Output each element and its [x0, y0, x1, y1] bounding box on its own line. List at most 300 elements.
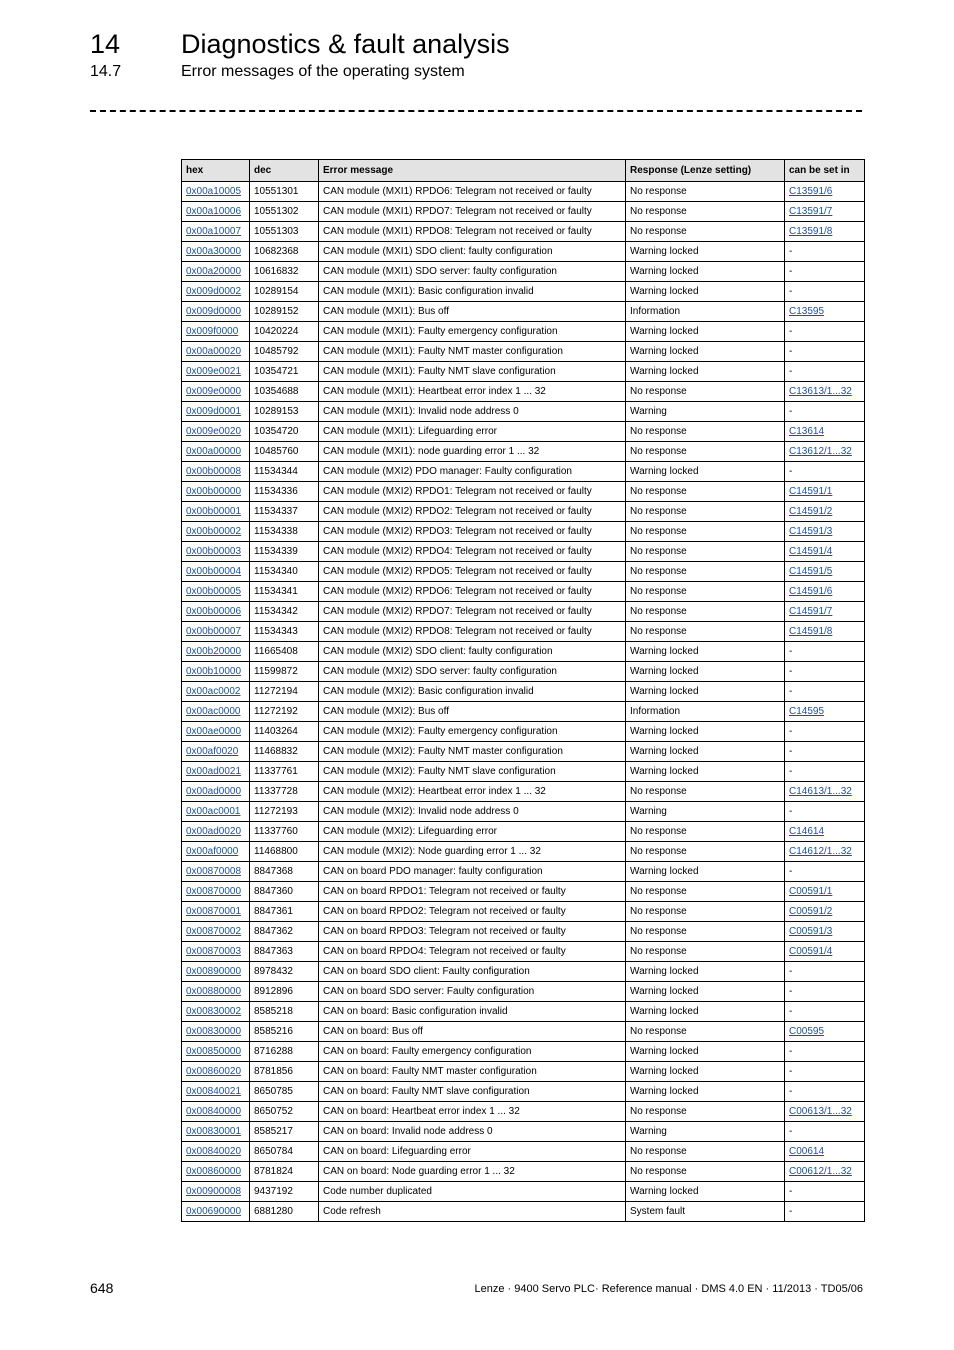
can-be-set-in-cell: [785, 642, 865, 662]
dec-code-cell: [250, 582, 319, 602]
response-text: Warning: [630, 1126, 667, 1137]
response-text: No response: [630, 626, 687, 637]
error-message-cell: [319, 522, 626, 542]
hex-code-link[interactable]: 0x00880000: [186, 986, 242, 997]
can-be-set-in-cell: [785, 282, 865, 302]
can-be-set-in-text: -: [789, 1046, 793, 1057]
dec-code-text: 10682368: [254, 246, 299, 257]
code-reference-link[interactable]: C13613/1...32: [789, 386, 852, 397]
dec-code-text: 11534344: [254, 466, 298, 477]
response-text: No response: [630, 1166, 687, 1177]
hex-code-link-cell: [182, 842, 250, 862]
dec-code-text: 8847361: [254, 906, 293, 917]
page-number: 648: [90, 1280, 114, 1296]
hex-code-link[interactable]: 0x009d0001: [186, 406, 242, 417]
hex-code-link-cell: [182, 1202, 250, 1222]
can-be-set-in-text: -: [789, 866, 793, 877]
hex-code-link-cell: [182, 642, 250, 662]
response-cell: [626, 222, 785, 242]
error-message-cell: [319, 1042, 626, 1062]
response-cell: [626, 422, 785, 442]
code-reference-link[interactable]: C14591/3: [789, 526, 833, 537]
error-message-text: CAN module (MXI1) RPDO8: Telegram not received or faulty: [323, 226, 592, 237]
hex-code-link[interactable]: 0x00900008: [186, 1186, 242, 1197]
dec-code-cell: [250, 882, 319, 902]
table-row: [182, 622, 865, 642]
hex-code-link[interactable]: 0x00b00001: [186, 506, 242, 517]
code-reference-link[interactable]: C00591/1: [789, 886, 833, 897]
response-text: No response: [630, 886, 687, 897]
can-be-set-in-cell: [785, 342, 865, 362]
hex-code-link[interactable]: 0x00ac0001: [186, 806, 241, 817]
error-message-text: CAN on board RPDO3: Telegram not received or faulty: [323, 926, 566, 937]
response-cell: [626, 1102, 785, 1122]
hex-code-link[interactable]: 0x00870008: [186, 866, 242, 877]
hex-code-link[interactable]: 0x00860000: [186, 1166, 242, 1177]
dec-code-cell: [250, 542, 319, 562]
dec-code-cell: [250, 1162, 319, 1182]
code-reference-link[interactable]: C00612/1...32: [789, 1166, 852, 1177]
table-row: [182, 1022, 865, 1042]
response-cell: [626, 262, 785, 282]
error-message-text: CAN module (MXI2) SDO server: faulty configuration: [323, 666, 557, 677]
hex-code-link-cell: [182, 702, 250, 722]
response-text: No response: [630, 506, 687, 517]
error-message-text: CAN module (MXI1): Invalid node address 0: [323, 406, 519, 417]
chapter-number: 14: [90, 29, 121, 59]
dec-code-cell: [250, 662, 319, 682]
dec-code-text: 10616832: [254, 266, 299, 277]
response-cell: [626, 502, 785, 522]
error-message-text: CAN module (MXI2) RPDO7: Telegram not received or faulty: [323, 606, 592, 617]
response-text: Warning locked: [630, 986, 699, 997]
hex-code-link[interactable]: 0x009d0002: [186, 286, 242, 297]
table-row: [182, 802, 865, 822]
can-be-set-in-cell: [785, 702, 865, 722]
hex-code-link[interactable]: 0x00ad0000: [186, 786, 242, 797]
code-reference-link[interactable]: C14591/5: [789, 566, 833, 577]
response-text: No response: [630, 826, 687, 837]
can-be-set-in-text: -: [789, 1126, 793, 1137]
error-message-cell: [319, 442, 626, 462]
table-row: [182, 482, 865, 502]
hex-code-link[interactable]: 0x00830002: [186, 1006, 242, 1017]
table-row: [182, 322, 865, 342]
response-cell: [626, 1022, 785, 1042]
error-message-cell: [319, 702, 626, 722]
response-text: Warning locked: [630, 1006, 699, 1017]
hex-code-link[interactable]: 0x00ac0000: [186, 706, 241, 717]
response-text: No response: [630, 906, 687, 917]
error-message-cell: [319, 822, 626, 842]
error-message-text: CAN module (MXI2): Faulty NMT master configuration: [323, 746, 563, 757]
header-divider: [90, 110, 862, 112]
can-be-set-in-cell: [785, 462, 865, 482]
hex-code-link-cell: [182, 822, 250, 842]
code-reference-link[interactable]: C14614: [789, 826, 825, 837]
hex-code-link[interactable]: 0x00850000: [186, 1046, 242, 1057]
error-message-text: CAN module (MXI1): Faulty emergency configuration: [323, 326, 558, 337]
response-text: Warning: [630, 806, 667, 817]
hex-code-link[interactable]: 0x00b10000: [186, 666, 242, 677]
dec-code-cell: [250, 502, 319, 522]
hex-code-link-cell: [182, 622, 250, 642]
dec-code-cell: [250, 482, 319, 502]
error-message-text: Code refresh: [323, 1206, 381, 1217]
hex-code-link[interactable]: 0x00b20000: [186, 646, 242, 657]
hex-code-link[interactable]: 0x00830001: [186, 1126, 242, 1137]
hex-code-link-cell: [182, 1182, 250, 1202]
response-cell: [626, 282, 785, 302]
dec-code-cell: [250, 722, 319, 742]
hex-code-link[interactable]: 0x00b00002: [186, 526, 242, 537]
dec-code-cell: [250, 602, 319, 622]
error-message-cell: [319, 222, 626, 242]
column-header-error-message: Error message: [319, 160, 626, 182]
error-message-text: CAN on board SDO server: Faulty configuration: [323, 986, 535, 997]
dec-code-cell: [250, 202, 319, 222]
dec-code-cell: [250, 282, 319, 302]
error-message-cell: [319, 1062, 626, 1082]
hex-code-link[interactable]: 0x00840000: [186, 1106, 242, 1117]
response-text: No response: [630, 846, 687, 857]
hex-code-link[interactable]: 0x00b00006: [186, 606, 242, 617]
error-message-cell: [319, 242, 626, 262]
code-reference-link[interactable]: C00591/4: [789, 946, 833, 957]
can-be-set-in-cell: [785, 322, 865, 342]
hex-code-link[interactable]: 0x009e0000: [186, 386, 242, 397]
error-message-text: CAN on board RPDO1: Telegram not received or faulty: [323, 886, 566, 897]
hex-code-link-cell: [182, 522, 250, 542]
response-cell: [626, 942, 785, 962]
code-reference-link[interactable]: C13591/7: [789, 206, 833, 217]
table-row: [182, 402, 865, 422]
table-row: [182, 422, 865, 442]
response-cell: [626, 702, 785, 722]
hex-code-link[interactable]: 0x00af0020: [186, 746, 239, 757]
hex-code-link[interactable]: 0x00b00007: [186, 626, 242, 637]
dec-code-text: 11534339: [254, 546, 298, 557]
hex-code-link[interactable]: 0x00a20000: [186, 266, 242, 277]
hex-code-link-cell: [182, 442, 250, 462]
dec-code-cell: [250, 682, 319, 702]
response-text: Information: [630, 706, 681, 717]
dec-code-text: 11534341: [254, 586, 298, 597]
dec-code-text: 8847368: [254, 866, 293, 877]
hex-code-link[interactable]: 0x00ad0020: [186, 826, 242, 837]
response-text: Warning locked: [630, 766, 699, 777]
hex-code-link-cell: [182, 762, 250, 782]
table-row: [182, 262, 865, 282]
can-be-set-in-cell: [785, 1062, 865, 1082]
code-reference-link[interactable]: C14591/2: [789, 506, 833, 517]
response-text: Warning locked: [630, 866, 699, 877]
dec-code-cell: [250, 962, 319, 982]
hex-code-link[interactable]: 0x00b00008: [186, 466, 242, 477]
error-message-text: CAN module (MXI2) SDO client: faulty configuration: [323, 646, 553, 657]
error-message-cell: [319, 1082, 626, 1102]
error-message-text: CAN on board: Invalid node address 0: [323, 1126, 493, 1137]
table-row: [182, 662, 865, 682]
dec-code-cell: [250, 522, 319, 542]
hex-code-link[interactable]: 0x00890000: [186, 966, 242, 977]
hex-code-link[interactable]: 0x00860020: [186, 1066, 242, 1077]
error-message-cell: [319, 842, 626, 862]
hex-code-link[interactable]: 0x00870003: [186, 946, 242, 957]
can-be-set-in-cell: [785, 862, 865, 882]
code-reference-link[interactable]: C13612/1...32: [789, 446, 852, 457]
hex-code-link-cell: [182, 1042, 250, 1062]
error-message-text: CAN module (MXI2): Lifeguarding error: [323, 826, 497, 837]
hex-code-link-cell: [182, 202, 250, 222]
hex-code-link-cell: [182, 242, 250, 262]
hex-code-link[interactable]: 0x00a00000: [186, 446, 242, 457]
hex-code-link[interactable]: 0x00b00004: [186, 566, 242, 577]
can-be-set-in-cell: [785, 1182, 865, 1202]
dec-code-text: 8781856: [254, 1066, 293, 1077]
hex-code-link[interactable]: 0x00ad0021: [186, 766, 242, 777]
hex-code-link-cell: [182, 682, 250, 702]
can-be-set-in-text: -: [789, 646, 793, 657]
response-cell: [626, 902, 785, 922]
hex-code-link[interactable]: 0x00a10007: [186, 226, 242, 237]
dec-code-text: 10354720: [254, 426, 299, 437]
table-row: [182, 362, 865, 382]
error-message-text: CAN module (MXI1): Lifeguarding error: [323, 426, 497, 437]
error-message-cell: [319, 662, 626, 682]
dec-code-text: 11272192: [254, 706, 298, 717]
hex-code-link[interactable]: 0x00a30000: [186, 246, 242, 257]
table-row: [182, 742, 865, 762]
response-text: No response: [630, 1026, 687, 1037]
table-row: [182, 582, 865, 602]
can-be-set-in-cell: [785, 302, 865, 322]
can-be-set-in-cell: [785, 422, 865, 442]
hex-code-link[interactable]: 0x00a00020: [186, 346, 242, 357]
code-reference-link[interactable]: C13614: [789, 426, 825, 437]
can-be-set-in-cell: [785, 922, 865, 942]
response-text: System fault: [630, 1206, 686, 1217]
response-cell: [626, 1162, 785, 1182]
response-cell: [626, 382, 785, 402]
code-reference-link[interactable]: C00613/1...32: [789, 1106, 852, 1117]
hex-code-link[interactable]: 0x009f0000: [186, 326, 239, 337]
dec-code-cell: [250, 1022, 319, 1042]
can-be-set-in-text: -: [789, 666, 793, 677]
error-message-cell: [319, 682, 626, 702]
table-row: [182, 1002, 865, 1022]
hex-code-link[interactable]: 0x00840021: [186, 1086, 242, 1097]
response-cell: [626, 362, 785, 382]
error-message-text: CAN on board: Lifeguarding error: [323, 1146, 471, 1157]
dec-code-cell: [250, 922, 319, 942]
hex-code-link[interactable]: 0x00870001: [186, 906, 242, 917]
can-be-set-in-text: -: [789, 406, 793, 417]
code-reference-link[interactable]: C14591/7: [789, 606, 833, 617]
response-cell: [626, 882, 785, 902]
code-reference-link[interactable]: C00614: [789, 1146, 825, 1157]
hex-code-link[interactable]: 0x009e0021: [186, 366, 242, 377]
table-row: [182, 942, 865, 962]
code-reference-link[interactable]: C14591/1: [789, 486, 833, 497]
chapter-title: Diagnostics & fault analysis: [181, 29, 510, 59]
hex-code-link-cell: [182, 182, 250, 202]
table-row: [182, 282, 865, 302]
code-reference-link[interactable]: C00591/2: [789, 906, 833, 917]
can-be-set-in-cell: [785, 902, 865, 922]
code-reference-link[interactable]: C14612/1...32: [789, 846, 852, 857]
hex-code-link-cell: [182, 962, 250, 982]
code-reference-link[interactable]: C14591/4: [789, 546, 833, 557]
response-cell: [626, 1142, 785, 1162]
error-message-text: CAN module (MXI1): Basic configuration invalid: [323, 286, 534, 297]
can-be-set-in-cell: [785, 362, 865, 382]
dec-code-cell: [250, 382, 319, 402]
code-reference-link[interactable]: C00595: [789, 1026, 825, 1037]
table-row: [182, 1122, 865, 1142]
error-message-text: CAN on board RPDO2: Telegram not received or faulty: [323, 906, 566, 917]
error-message-text: CAN module (MXI2): Basic configuration invalid: [323, 686, 534, 697]
error-message-text: CAN module (MXI2): Faulty emergency configuration: [323, 726, 558, 737]
can-be-set-in-text: -: [789, 1186, 793, 1197]
dec-code-cell: [250, 302, 319, 322]
error-message-cell: [319, 602, 626, 622]
hex-code-link-cell: [182, 882, 250, 902]
error-message-text: CAN on board: Bus off: [323, 1026, 423, 1037]
dec-code-text: 11468832: [254, 746, 298, 757]
dec-code-cell: [250, 1002, 319, 1022]
error-message-cell: [319, 782, 626, 802]
hex-code-link[interactable]: 0x00af0000: [186, 846, 239, 857]
dec-code-text: 8650752: [254, 1106, 293, 1117]
error-message-text: CAN module (MXI2): Node guarding error 1 ... 32: [323, 846, 541, 857]
hex-code-link[interactable]: 0x00a10005: [186, 186, 242, 197]
table-row: [182, 902, 865, 922]
code-reference-link[interactable]: C14591/6: [789, 586, 833, 597]
dec-code-cell: [250, 1082, 319, 1102]
response-cell: [626, 682, 785, 702]
dec-code-cell: [250, 1062, 319, 1082]
error-message-text: CAN module (MXI1): node guarding error 1 ... 32: [323, 446, 540, 457]
hex-code-link-cell: [182, 402, 250, 422]
hex-code-link[interactable]: 0x00690000: [186, 1206, 242, 1217]
hex-code-link[interactable]: 0x00b00003: [186, 546, 242, 557]
section-number: 14.7: [90, 63, 122, 80]
dec-code-cell: [250, 822, 319, 842]
error-message-text: CAN module (MXI2): Bus off: [323, 706, 449, 717]
dec-code-cell: [250, 942, 319, 962]
hex-code-link[interactable]: 0x00b00005: [186, 586, 242, 597]
hex-code-link[interactable]: 0x00b00000: [186, 486, 242, 497]
can-be-set-in-cell: [785, 882, 865, 902]
error-message-cell: [319, 642, 626, 662]
table-row: [182, 242, 865, 262]
dec-code-cell: [250, 322, 319, 342]
error-message-cell: [319, 282, 626, 302]
hex-code-link-cell: [182, 582, 250, 602]
hex-code-link[interactable]: 0x00840020: [186, 1146, 242, 1157]
response-text: Warning locked: [630, 246, 699, 257]
dec-code-text: 11272193: [254, 806, 298, 817]
hex-code-link-cell: [182, 602, 250, 622]
dec-code-text: 8716288: [254, 1046, 293, 1057]
code-reference-link[interactable]: C13595: [789, 306, 825, 317]
dec-code-text: 11534336: [254, 486, 298, 497]
can-be-set-in-cell: [785, 602, 865, 622]
hex-code-link[interactable]: 0x00ae0000: [186, 726, 242, 737]
can-be-set-in-text: -: [789, 246, 793, 257]
hex-code-link-cell: [182, 782, 250, 802]
code-reference-link[interactable]: C00591/3: [789, 926, 833, 937]
response-text: No response: [630, 526, 687, 537]
dec-code-text: 8650784: [254, 1146, 293, 1157]
hex-code-link-cell: [182, 462, 250, 482]
hex-code-link[interactable]: 0x00830000: [186, 1026, 242, 1037]
dec-code-cell: [250, 1122, 319, 1142]
hex-code-link[interactable]: 0x00a10006: [186, 206, 242, 217]
hex-code-link[interactable]: 0x00870002: [186, 926, 242, 937]
hex-code-link[interactable]: 0x009d0000: [186, 306, 242, 317]
response-cell: [626, 182, 785, 202]
table-row: [182, 1142, 865, 1162]
column-header-hex: hex: [182, 160, 250, 182]
error-message-text: CAN module (MXI1) RPDO6: Telegram not received or faulty: [323, 186, 592, 197]
hex-code-link-cell: [182, 282, 250, 302]
error-message-text: CAN module (MXI2) RPDO4: Telegram not received or faulty: [323, 546, 592, 557]
dec-code-cell: [250, 402, 319, 422]
hex-code-link-cell: [182, 1082, 250, 1102]
dec-code-text: 8585218: [254, 1006, 293, 1017]
code-reference-link[interactable]: C14595: [789, 706, 825, 717]
table-row: [182, 202, 865, 222]
hex-code-link-cell: [182, 502, 250, 522]
can-be-set-in-cell: [785, 442, 865, 462]
error-message-cell: [319, 582, 626, 602]
response-cell: [626, 802, 785, 822]
hex-code-link[interactable]: 0x00870000: [186, 886, 242, 897]
dec-code-text: 10485792: [254, 346, 299, 357]
can-be-set-in-cell: [785, 1082, 865, 1102]
dec-code-cell: [250, 562, 319, 582]
hex-code-link[interactable]: 0x00ac0002: [186, 686, 241, 697]
table-row: [182, 222, 865, 242]
can-be-set-in-cell: [785, 202, 865, 222]
can-be-set-in-cell: [785, 762, 865, 782]
error-message-text: CAN module (MXI2) RPDO5: Telegram not received or faulty: [323, 566, 592, 577]
error-table: [181, 159, 865, 1222]
code-reference-link[interactable]: C13591/6: [789, 186, 833, 197]
can-be-set-in-text: -: [789, 346, 793, 357]
can-be-set-in-text: -: [789, 806, 793, 817]
hex-code-link[interactable]: 0x009e0020: [186, 426, 242, 437]
response-text: Warning: [630, 406, 667, 417]
error-message-text: CAN on board RPDO4: Telegram not received or faulty: [323, 946, 566, 957]
response-text: No response: [630, 1106, 687, 1117]
can-be-set-in-cell: [785, 842, 865, 862]
code-reference-link[interactable]: C13591/8: [789, 226, 833, 237]
dec-code-cell: [250, 742, 319, 762]
hex-code-link-cell: [182, 722, 250, 742]
dec-code-cell: [250, 422, 319, 442]
table-row: [182, 542, 865, 562]
dec-code-cell: [250, 242, 319, 262]
dec-code-text: 8847360: [254, 886, 293, 897]
error-message-cell: [319, 722, 626, 742]
code-reference-link[interactable]: C14613/1...32: [789, 786, 852, 797]
response-cell: [626, 842, 785, 862]
dec-code-cell: [250, 1202, 319, 1222]
code-reference-link[interactable]: C14591/8: [789, 626, 833, 637]
